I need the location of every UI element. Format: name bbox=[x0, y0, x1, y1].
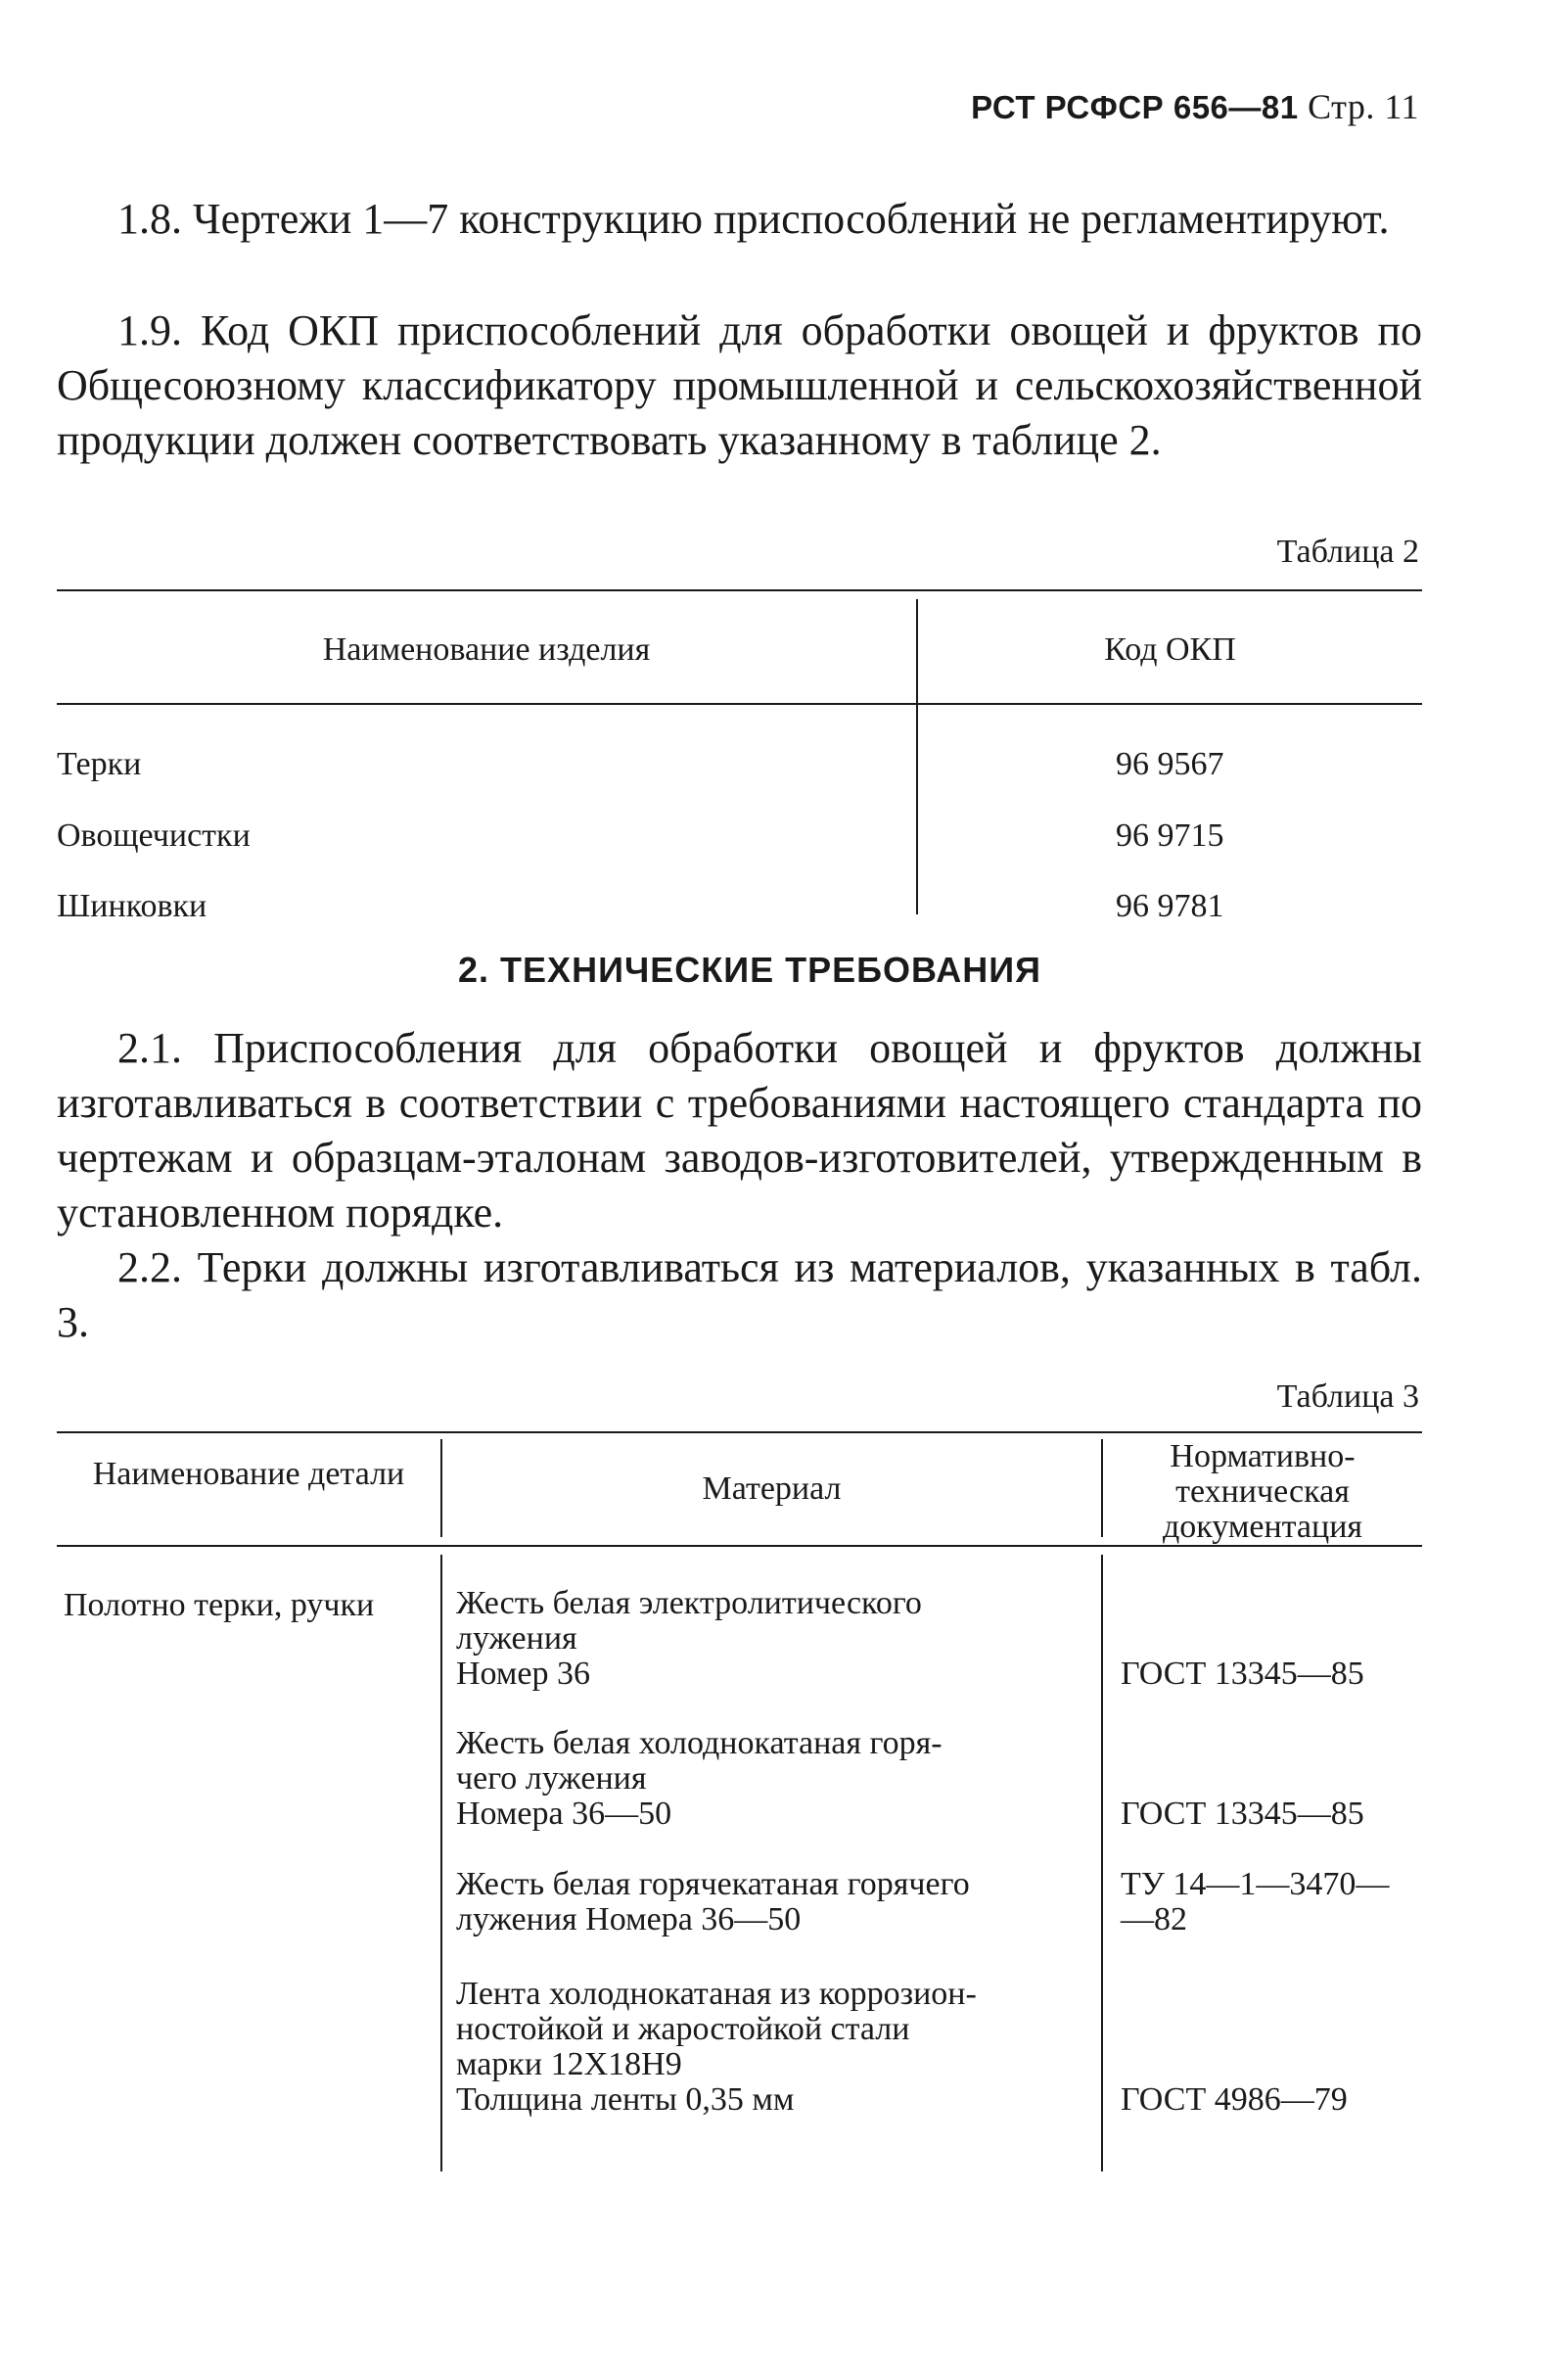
table3-header-part: Наименование детали bbox=[92, 1456, 405, 1492]
material-line: Жесть белая холоднокатаная горя- bbox=[456, 1725, 943, 1761]
paragraph-1-8: 1.8. Чертежи 1—7 конструкцию приспособлений не регламентируют. bbox=[117, 195, 1390, 243]
material-doc: ГОСТ 13345—85 bbox=[1121, 1796, 1364, 1832]
table2-top-rule bbox=[57, 589, 1422, 591]
section-heading: 2. ТЕХНИЧЕСКИЕ ТРЕБОВАНИЯ bbox=[458, 950, 1041, 990]
table2-header-name: Наименование изделия bbox=[322, 631, 651, 668]
table2-row-name: Овощечистки bbox=[57, 817, 251, 854]
table2-row-name: Шинковки bbox=[57, 888, 207, 924]
material-line: лужения bbox=[456, 1620, 577, 1657]
table3-caption: Таблица 3 bbox=[1276, 1378, 1419, 1415]
material-line: Номера 36—50 bbox=[456, 1796, 672, 1832]
material-line: Жесть белая горячекатаная горячего bbox=[456, 1866, 970, 1902]
table3-top-rule bbox=[57, 1431, 1422, 1433]
table2-row-code: 96 9781 bbox=[1116, 888, 1224, 924]
material-line: Толщина ленты 0,35 мм bbox=[456, 2081, 795, 2118]
table3-part-name: Полотно терки, ручки bbox=[64, 1587, 375, 1623]
paragraph-2-1: 2.1. Приспособления для обработки овощей и фруктов должны изготавливаться в соответствии с требованиями настоящего стандарта по чертежам и образцам-эталонам заводов-изготовителей, утвержденным в установленном порядке. bbox=[57, 1024, 1422, 1237]
material-line: чего лужения bbox=[456, 1760, 647, 1797]
table3-divider-2 bbox=[1101, 1555, 1103, 2171]
material-doc: ТУ 14—1—3470— —82 bbox=[1121, 1866, 1390, 1937]
material-line: Лента холоднокатаная из коррозион- bbox=[456, 1976, 977, 2012]
paragraph-2-2: 2.2. Терки должны изготавливаться из материалов, указанных в табл. 3. bbox=[57, 1243, 1422, 1346]
material-line: лужения Номера 36—50 bbox=[456, 1901, 802, 1937]
material-doc: ГОСТ 4986—79 bbox=[1121, 2081, 1348, 2118]
table3-header-material: Материал bbox=[702, 1470, 842, 1507]
material-line: Номер 36 bbox=[456, 1656, 591, 1692]
table2-header-rule bbox=[57, 703, 1422, 705]
standard-number: РСТ РСФСР 656—81 bbox=[971, 89, 1299, 125]
table2-row-name: Терки bbox=[57, 746, 142, 782]
table2-row-code: 96 9715 bbox=[1116, 817, 1224, 854]
table3-header-doc: Нормативно-техническая документация bbox=[1162, 1438, 1363, 1545]
table3-divider-1 bbox=[440, 1555, 442, 2171]
table3-header-rule bbox=[57, 1545, 1422, 1547]
material-line: марки 12Х18Н9 bbox=[456, 2046, 682, 2082]
material-line: Жесть белая электролитического bbox=[456, 1585, 922, 1621]
material-line: ностойкой и жаростойкой стали bbox=[456, 2011, 910, 2047]
page-number: Стр. 11 bbox=[1308, 87, 1419, 126]
paragraph-1-9: 1.9. Код ОКП приспособлений для обработки овощей и фруктов по Общесоюзному классификатору промышленной и сельскохозяйственной продукции должен соответствовать указанному в таблице 2. bbox=[57, 306, 1422, 464]
table2-row-code: 96 9567 bbox=[1116, 746, 1224, 782]
table2-header-code: Код ОКП bbox=[1104, 631, 1236, 668]
material-doc: ГОСТ 13345—85 bbox=[1121, 1656, 1364, 1692]
table2-caption: Таблица 2 bbox=[1276, 534, 1419, 570]
page-header bbox=[971, 86, 1419, 127]
